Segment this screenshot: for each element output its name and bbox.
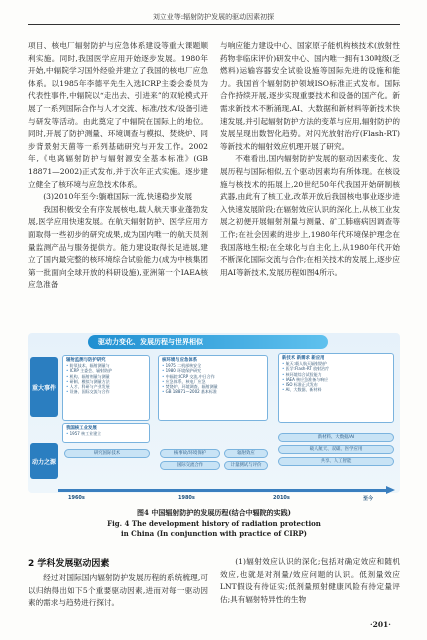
box3-title: 新技术 新需求 新应用	[282, 356, 325, 361]
box-early-radiation-protection	[62, 355, 150, 421]
figure-caption-en-line2: in China (In conjunction with practice of CIRP)	[121, 529, 307, 538]
figure-caption-en-line1: Fig. 4 The development history of radiation protection	[107, 519, 321, 528]
box3-item: • 航天:载人航天辐射防护	[282, 361, 390, 366]
left-paragraph-1: 项目、核电厂辐射防护与应急体系建设等重大课题顺利实施。同时,我国医学应用开始逐步发展。1980年开始,中辐院学习国外经验并建立了我国的核电厂应急体系。以1985年李德平先生入选ICRP主委会委员为代表性事件,中辐院以“走出去、引进来”的双轮模式开展了一系列国际合作与人才交流、标准/技术/设备引进与研发等活动。由此奠定了中辐院在国际上的地位。同时,开展了防护测量、环境调查与模拟、焚烧炉、同步背景射天菌等一系列基础研究与开发工作。2002年,《电离辐射防护与辐射源安全基本标准》(GB 18871—2002)正式发布,并于次年正式实施。逐步建立健全了核环境与应急技术体系。	[28, 41, 208, 189]
box2-item: • 1980 环境保护研究	[162, 368, 264, 373]
band-major-events: 重大事件	[30, 357, 58, 417]
tag-research-technology: 研究国际技术	[64, 449, 150, 458]
left-subhead: (3)2010年至今:躺难国际一流,快速稳步发展	[43, 192, 193, 202]
box3-item: • 核环境综合试验能力	[282, 372, 390, 377]
figure-banner: 驱动力变化、发展历程与世界相似	[88, 335, 328, 349]
box-nuclear-industry	[62, 423, 150, 443]
box1-item: • ICRP 主委会、辐射防护	[66, 368, 146, 373]
left-column	[28, 40, 208, 292]
box1-title: 辐射监测与防护研究	[66, 358, 106, 363]
box3-item: • AI、大数据、新材料	[282, 387, 390, 392]
box1-extra-title: 我国核工业发展	[66, 426, 97, 431]
page-number: ·201·	[370, 620, 391, 629]
box1-item: • 防氡技术、辐射测量与	[66, 363, 146, 368]
section-right-paragraph: (1)辐射效应认识的深化;包括对确定效应和随机效应,也就是对剂量/效应问题的认识。低剂量效应LNT假设有待证实;低剂量照射健康风险有待定量评估;具有辐射特异性的生物	[220, 557, 400, 604]
right-paragraph-1: 与响应能力建设中心、国家原子能机构核技术(放射性药物非临床评价)研发中心、国内唯一拥有130吨级(乏燃料)运输容器安全试验设施等国际先进的设施和能力。我国首个辐射防护领域ISO标准正式发布。国际合作持续开展,逐步实现重要技术和设备的国产化。新需求新技术不断涌现,AI、大数据和新材料等新技术快速发展,并引起辐射防护方法的变革与应用,辐射防护的发展呈现出数智化趋势。对闪光放射治疗(Flash-RT)等新技术的辐射效应机理开展了研究。	[220, 41, 400, 151]
box1-item: • 机构、辐射剂量与测量	[66, 374, 146, 379]
box3-item: • 医学:Flash-RT 放射治疗	[282, 366, 390, 371]
right-paragraph-2: 不难看出,国内辐射防护发展的驱动因素变化、发展历程与国际相似,五个驱动因素均有所体现。在核设施与核技术的拓展上,20世纪50年代我国开始研制核武器,由此有了核工业,改革开放后我国核电事业逐步进入快速发展阶段;在辐射效应认识的深化上,从核工业发展之初便开展辐射剂量与测量、矿工肺癌病因调查等工作;在社会因素的进步上,1980年代环境保护理念在我国落地生根;在全球化与自主化上,从1980年代开始不断深化国际交流与合作;在相关技术的发展上,逐步应用AI等新技术,发展历程如图4所示。	[220, 154, 400, 277]
box2-item: • 1975 二机部核安全	[162, 363, 264, 368]
tag-sharing-ai: 共享、人工智能	[278, 457, 394, 466]
box1-extra-item: • 1957 核工业建立	[66, 431, 146, 436]
figure-4	[28, 333, 400, 505]
timeline-axis	[58, 485, 398, 502]
timeline-tick: 2010s	[273, 495, 290, 501]
timeline-line	[58, 489, 388, 492]
box1-item: • 研制、模拟与测量方法	[66, 379, 146, 384]
section-left-text	[28, 572, 208, 610]
box1-item: • 设备、国际交流与合作	[66, 389, 146, 394]
tag-new-materials-ai: 新材料、大数据/AI	[278, 433, 394, 442]
tag-metrology: 计量测试与评价	[224, 461, 268, 470]
tag-aerospace-medical: 载人航天、双碳、医学应用	[278, 445, 394, 454]
timeline-tick: 至今	[363, 496, 374, 502]
tag-accident-environment: 核事故/环境保护	[160, 449, 220, 458]
box-new-technology	[278, 353, 394, 423]
box3-item: • ISO 标准正式发布	[282, 382, 390, 387]
band-drivers: 动力之源	[30, 443, 58, 479]
tag-international-cooperation: 国际交流合作	[160, 461, 220, 470]
box1-item: • 人才、科研与产业发展	[66, 384, 146, 389]
header-rule	[28, 24, 400, 25]
section-title: 2 学科发展驱动因素	[28, 559, 110, 569]
box2-item: • 中辐院:ICRP 交流,中日合作	[162, 374, 264, 379]
timeline-tick: 1960s	[68, 495, 85, 501]
box2-item: • 焚烧炉、环境调查、辐射测量	[162, 384, 264, 389]
box2-item: • GB 18871—2002 基本标准	[162, 389, 264, 394]
box2-title: 核环境与应急体系	[162, 358, 198, 363]
section-right-text	[220, 556, 400, 606]
tag-radiation-effect: 辐射效应	[224, 449, 268, 458]
left-paragraph-2: 我国积极安全有序发展核电,载人航天事业蓬勃发展,医学应用快速发展。在航天辐射防护、医学应用方面取得一些初步的研究成果,成为国内唯一的航天员剂量监测产品与服务提供方。能力建设取得长足进展,建立了国内最完整的核环境综合试验能力(成为中核集团第一批面向全球开放的科研设施),亚洲第一个IAEA核应急准备	[28, 204, 208, 290]
box-nuclear-environment	[158, 355, 268, 421]
running-header: 刘立业等:辐射防护发展的驱动因素初探	[152, 13, 275, 21]
section-left-paragraph: 经过对国际国内辐射防护发展历程的系统梳理,可以归纳得出如下5个重要驱动因素,进而对每一驱动因素的需求与趋势进行探讨。	[28, 573, 208, 608]
figure-caption-cn: 图4 中国辐射防护的发展历程(结合中辐院的实践)	[137, 508, 291, 517]
timeline-tick: 1980s	[178, 495, 195, 501]
timeline-arrow-icon	[386, 486, 395, 494]
right-column	[220, 40, 400, 279]
box3-item: • IAEA 核应急准备与响应	[282, 377, 390, 382]
box2-item: • 应急体系、核电厂应急	[162, 379, 264, 384]
